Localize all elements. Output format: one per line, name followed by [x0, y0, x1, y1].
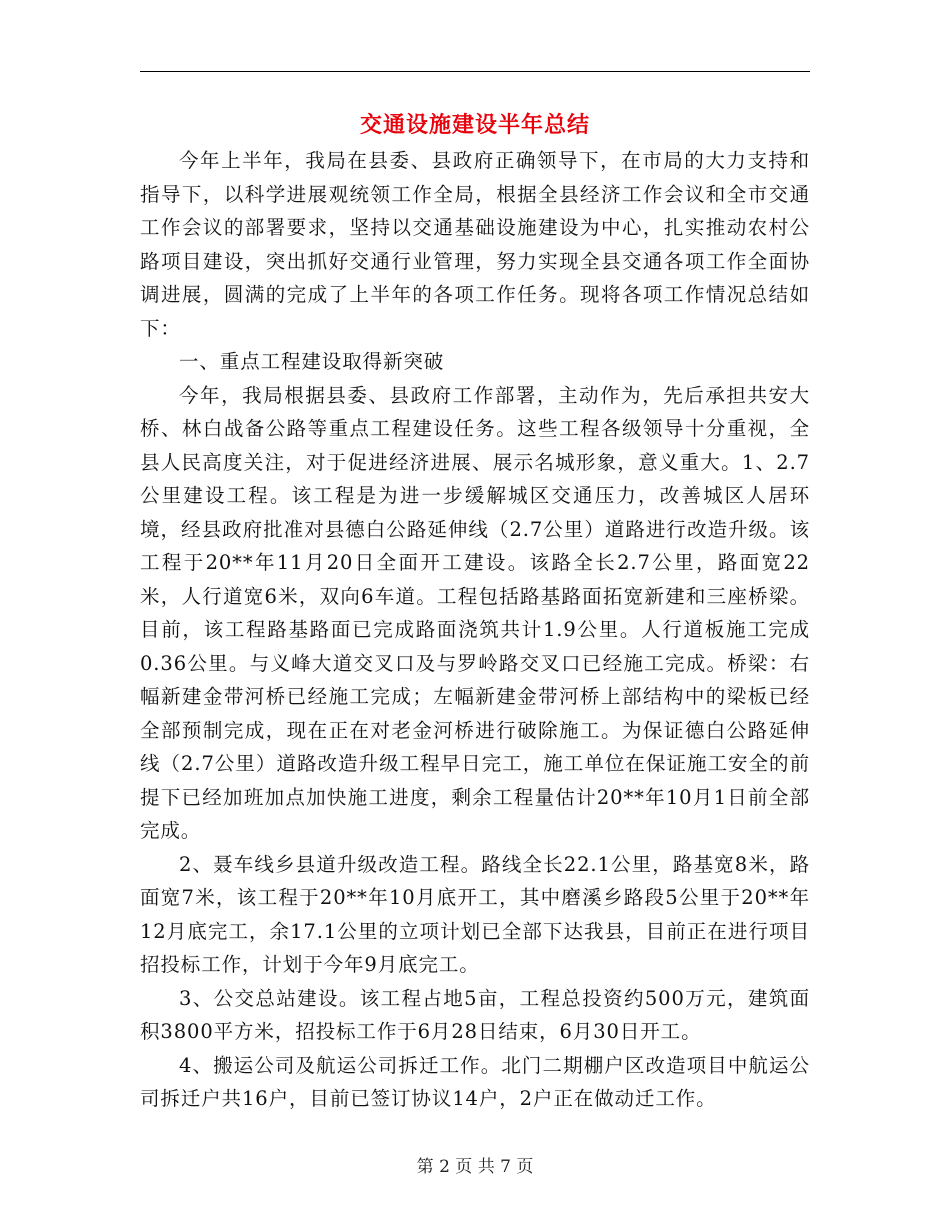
bus-station-paragraph: 3、公交总站建设。该工程占地5亩，工程总投资约500万元，建筑面积3800平方米，招投标工作于6月28日结束，6月30日开工。 [140, 986, 810, 1043]
document-body [140, 144, 810, 1116]
nieche-road-paragraph: 2、聂车线乡县道升级改造工程。路线全长22.1公里，路基宽8米，路面宽7米，该工程于20**年10月底开工，其中磨溪乡路段5公里于20**年12月底完工，余17.1公里的立项计划已全部下达我县，目前正在进行项目招投标工作，计划于今年9月底完工。 [140, 852, 810, 976]
key-projects-paragraph: 今年，我局根据县委、县政府工作部署，主动作为，先后承担共安大桥、林白战备公路等重点工程建设任务。这些工程各级领导十分重视，全县人民高度关注，对于促进经济进展、展示名城形象，意义重大。1、2.7公里建设工程。该工程是为进一步缓解城区交通压力，改善城区人居环境，经县政府批准对县德白公路延伸线（2.7公里）道路进行改造升级。该工程于20**年11月20日全面开工建设。该路全长2.7公里，路面宽22米，人行道宽6米，双向6车道。工程包括路基路面拓宽新建和三座桥梁。目前，该工程路基路面已完成路面浇筑共计1.9公里。人行道板施工完成0.36公里。与义峰大道交叉口及与罗岭路交叉口已经施工完成。桥梁：右幅新建金带河桥已经施工完成；左幅新建金带河桥上部结构中的梁板已经全部预制完成，现在正在对老金河桥进行破除施工。为保证德白公路延伸线（2.7公里）道路改造升级工程早日完工，施工单位在保证施工安全的前提下已经加班加点加快施工进度，剩余工程量估计20**年10月1日前全部完成。 [140, 383, 810, 842]
relocation-paragraph: 4、搬运公司及航运公司拆迁工作。北门二期棚户区改造项目中航运公司拆迁户共16户，目前已签订协议14户，2户正在做动迁工作。 [140, 1053, 810, 1110]
section-heading: 一、重点工程建设取得新突破 [179, 350, 445, 373]
page-number: 第 2 页 共 7 页 [416, 1157, 534, 1177]
intro-paragraph: 今年上半年，我局在县委、县政府正确领导下，在市局的大力支持和指导下，以科学进展观统领工作全局，根据全县经济工作会议和全市交通工作会议的部署要求，坚持以交通基础设施建设为中心，扎实推动农村公路项目建设，突出抓好交通行业管理，努力实现全县交通各项工作全面协调进展，圆满的完成了上半年的各项工作任务。现将各项工作情况总结如下： [140, 149, 810, 340]
header-rule [140, 71, 810, 72]
document-title: 交通设施建设半年总结 [359, 112, 590, 138]
